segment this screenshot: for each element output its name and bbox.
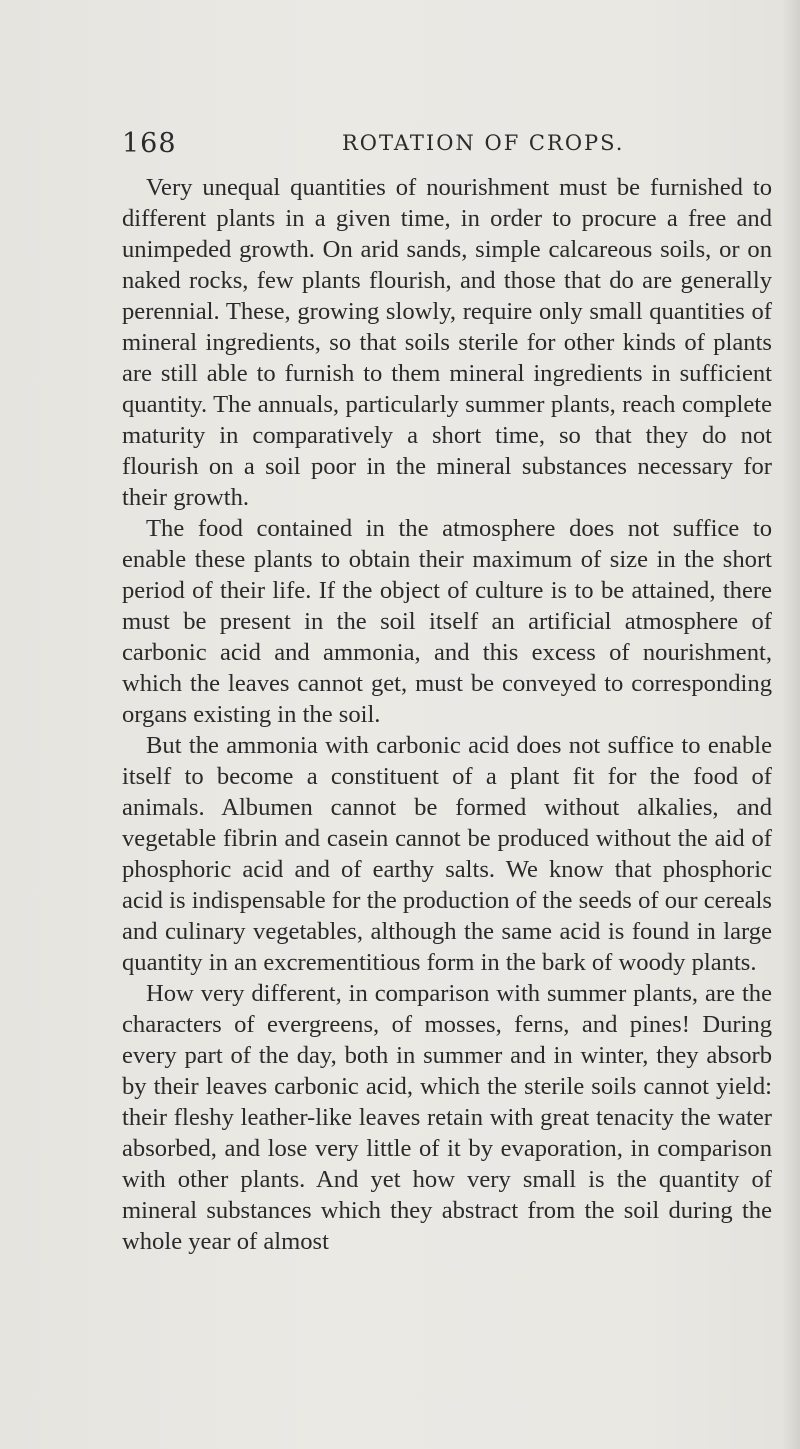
running-head bbox=[122, 128, 762, 168]
body-text bbox=[122, 172, 772, 1257]
paragraph-1: Very unequal quantities of nourishment must be furnished to different plants in a given time, in order to procure a free and unimpeded growth. On arid sands, simple calcareous soils, or on naked rocks, few plants flourish, and those that do are generally perennial. These, growing slowly, require only small quantities of mineral ingredients, so that soils sterile for other kinds of plants are still able to furnish to them mineral ingredients in sufficient quantity. The annuals, particularly summer plants, reach complete maturity in comparatively a short time, so that they do not flourish on a soil poor in the mineral substances necessary for their growth. bbox=[122, 174, 772, 511]
running-title: ROTATION OF CROPS. bbox=[342, 131, 625, 155]
page-edge-shadow bbox=[782, 0, 800, 1449]
paragraph-4: How very different, in comparison with summer plants, are the characters of evergreens, of mosses, ferns, and pines! During every part of the day, both in summer and in winter, they absorb by their leaves carbonic acid, which the sterile soils cannot yield: their fleshy leather-like leaves retain with great tenacity the water absorbed, and lose very little of it by evaporation, in comparison with other plants. And yet how very small is the quantity of mineral substances which they abstract from the soil during the whole year of almost bbox=[122, 980, 772, 1255]
paragraph-2: The food contained in the atmosphere does not suffice to enable these plants to obtain their maximum of size in the short period of their life. If the object of culture is to be attained, there must be present in the soil itself an artificial atmosphere of carbonic acid and ammonia, and this excess of nourishment, which the leaves cannot get, must be conveyed to corresponding organs existing in the soil. bbox=[122, 515, 772, 728]
paragraph-3: But the ammonia with carbonic acid does not suffice to enable itself to become a constituent of a plant fit for the food of animals. Albumen cannot be formed without alkalies, and vegetable fibrin and casein cannot be produced without the aid of phosphoric acid and of earthy salts. We know that phosphoric acid is indispensable for the production of the seeds of our cereals and culinary vegetables, although the same acid is found in large quantity in an excrementitious form in the bark of woody plants. bbox=[122, 732, 772, 976]
page-number: 168 bbox=[122, 128, 177, 159]
